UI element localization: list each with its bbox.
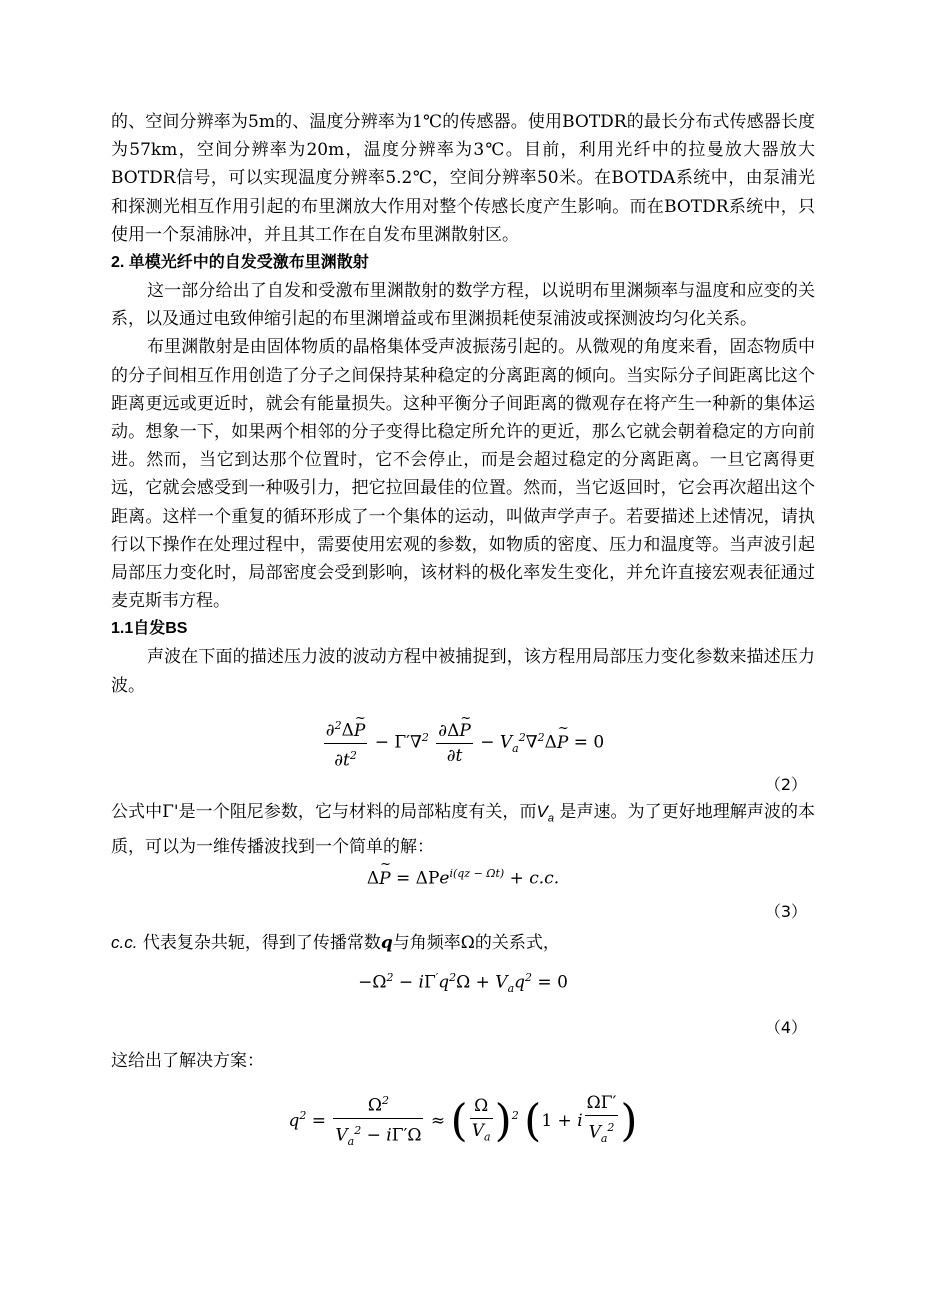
equation-number-4: （4） <box>764 1017 807 1037</box>
paragraph-intro: 的、空间分辨率为5m的、温度分辨率为1℃的传感器。使用BOTDR的最长分布式传感器长度为57km，空间分辨率为20m，温度分辨率为3℃。目前，利用光纤中的拉曼放大器放大BOTDR信号，可以实现温度分辨率5.2℃，空间分辨率50米。在BOTDA系统中，由泵浦光和探测光相互作用引起的布里渊放大作用对整个传感长度产生影响。而在BOTDR系统中，只使用一个泵浦脉冲，并且其工作在自发布里渊散射区。 <box>111 112 815 245</box>
paragraph-damping: 公式中Γ'是一个阻尼参数，它与材料的局部粘度有关，而$V_a$ 是声速。为了更好地理解声波的本质，可以为一维传播波找到一个简单的解： <box>111 802 816 857</box>
subsection-heading: 1.1自发BS <box>111 620 188 638</box>
equation-number-3: （3） <box>764 901 807 921</box>
paragraph-overview: 这一部分给出了自发和受激布里渊散射的数学方程，以说明布里渊频率与温度和应变的关系，以及通过电致伸缩引起的布里渊增益或布里渊损耗使泵浦波或探测波均匀化关系。 <box>111 281 815 330</box>
paragraph-complex-conjugate: c.c. 代表复杂共轭，得到了传播常数q与角频率Ω的关系式， <box>111 932 560 953</box>
document-body <box>111 108 815 1154</box>
equation-3: ΔP ~ = ΔPe$^{i(qz - \Omega t)}$ + c.c. <box>111 867 815 889</box>
equation-4: $-\Omega^2 - i\Gamma'q^2\Omega + V_aq^2 = 0$ <box>358 970 568 995</box>
section-heading: 2. 单模光纤中的自发受激布里渊散射 <box>111 254 369 272</box>
paragraph-wave-equation: 声波在下面的描述压力波的波动方程中被捕捉到，该方程用局部压力变化参数来描述压力波。 <box>111 647 815 696</box>
velocity-symbol: $V_a$ <box>536 802 554 825</box>
equation-number-2: （2） <box>764 775 807 795</box>
equation-5: $q^2$ = $\frac{\Omega^2}{V_a^2 - i\Gamma'\Omega}$ ≈ ( $\frac{\Omega}{V_a}$ )$^2$ (1 + i $\frac{\Omega\Gamma'}{V_a^2}$ ) <box>111 1089 815 1154</box>
equation-2: $\frac{\partial^2\Delta P \sim}{\partial t^2}$ − Γ′∇$^2$ $\frac{\partial\Delta P \sim}{\partial t}$ − $V_a^2\nabla^2\Delta P$ ~ = 0 <box>111 714 815 772</box>
paragraph-solution: 这给出了解决方案： <box>111 1050 264 1071</box>
paragraph-brillouin: 布里渊散射是由固体物质的晶格集体受声波振荡引起的。从微观的角度来看，固态物质中的分子间相互作用创造了分子之间保持某种稳定的分离距离的倾向。当实际分子间距离比这个距离更远或更近时，就会有能量损失。这种平衡分子间距离的微观存在将产生一种新的集体运动。想象一下，如果两个相邻的分子变得比稳定所允许的更近，那么它就会朝着稳定的方向前进。然而，当它到达那个位置时，它不会停止，而是会超过稳定的分离距离。一旦它离得更远，它就会感受到一种吸引力，把它拉回最佳的位置。然而，当它返回时，它会再次超出这个距离。这样一个重复的循环形成了一个集体的运动，叫做声学声子。若要描述上述情况，请执行以下操作在处理过程中，需要使用宏观的参数，如物质的密度、压力和温度等。当声波引起局部压力变化时，局部密度会受到影响，该材料的极化率发生变化，并允许直接宏观表征通过麦克斯韦方程。 <box>111 337 815 612</box>
